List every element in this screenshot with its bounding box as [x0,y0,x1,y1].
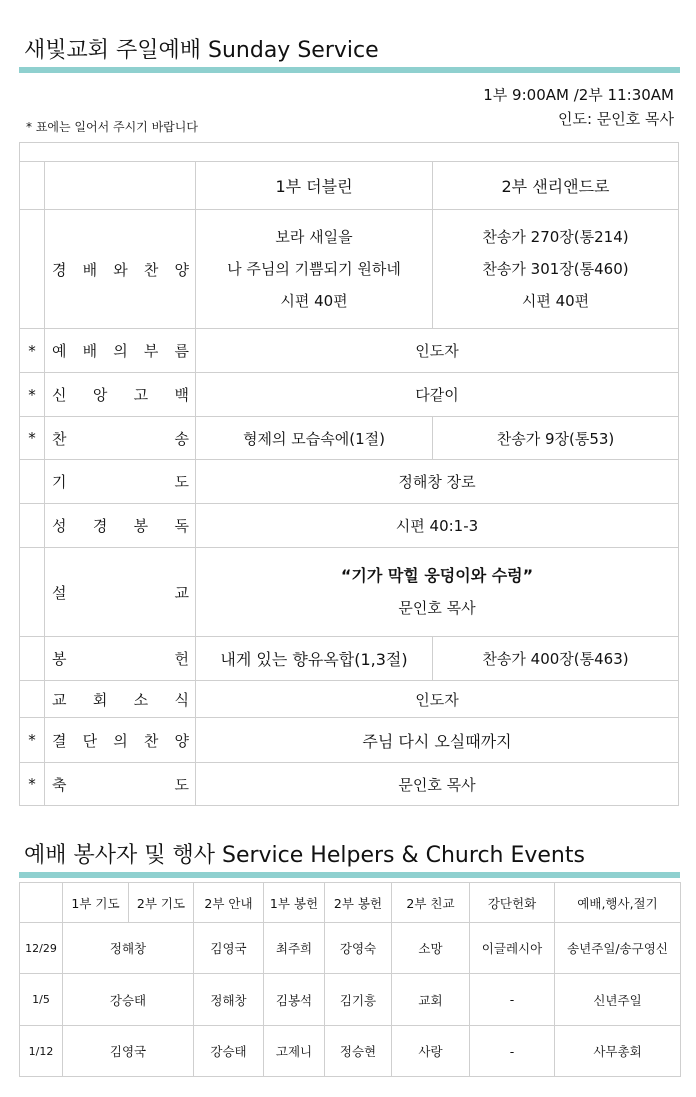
cell-event: 신년주일 [555,974,681,1026]
table-row [20,974,681,1026]
standing-mark: * [20,417,45,460]
row-label: 성 경 봉 독 [45,504,196,548]
worship-first-cell [196,210,433,329]
cell-prayer: 정해창 [63,923,194,974]
column-header: 강단헌화 [470,883,555,923]
worship-first-line: 보라 새일을 [275,228,353,246]
row-value-first: 내게 있는 향유옥합(1,3절) [196,637,433,681]
worship-second-line: 시편 40편 [521,292,590,310]
service-leader: 인도: 문인호 목사 [557,110,674,128]
cell-flowers: - [470,1026,555,1077]
worship-first-line: 시편 40편 [280,292,348,310]
row-value: 인도자 [196,681,679,718]
row-label: 설 교 [45,548,196,637]
column-header: 1부 기도 [63,883,129,923]
service-header-row [20,162,679,210]
cell-prayer: 강승태 [63,974,194,1026]
row-value-second: 찬송가 9장(통53) [433,417,679,460]
cell-offering-first: 고제니 [264,1026,325,1077]
creed-row [20,373,679,417]
row-label: 신 앙 고 백 [45,373,196,417]
helpers-divider [19,872,680,878]
row-label: 축 도 [45,763,196,806]
closing-hymn-row [20,718,679,763]
second-service-header: 2부 샌리앤드로 [433,162,679,210]
row-value-first: 형제의 모습속에(1절) [196,417,433,460]
offering-row [20,637,679,681]
standing-mark: * [20,373,45,417]
table-row [20,923,681,974]
cell-offering-second: 김기흥 [325,974,392,1026]
scripture-row [20,504,679,548]
prayer-row [20,460,679,504]
standing-mark: * [20,718,45,763]
row-date: 12/29 [20,923,63,974]
row-value: 다같이 [196,373,679,417]
row-label: 교 회 소 식 [45,681,196,718]
row-value: 주님 다시 오실때까지 [196,718,679,763]
row-date: 1/5 [20,974,63,1026]
cell-flowers: - [470,974,555,1026]
cell-usher: 정해창 [194,974,264,1026]
call-to-worship-row [20,329,679,373]
column-header: 2부 봉헌 [325,883,392,923]
worship-second-line: 찬송가 301장(통460) [482,260,629,278]
row-label: 결 단 의 찬 양 [45,718,196,763]
column-header: 2부 기도 [129,883,194,923]
row-value-second: 찬송가 400장(통463) [433,637,679,681]
service-times: 1부 9:00AM /2부 11:30AM [483,86,674,104]
cell-offering-first: 김봉석 [264,974,325,1026]
cell-offering-second: 강영숙 [325,923,392,974]
worship-second-cell [433,210,679,329]
cell-flowers: 이글레시아 [470,923,555,974]
cell-event: 송년주일/송구영신 [555,923,681,974]
worship-row [20,210,679,329]
cell-fellowship: 소망 [392,923,470,974]
cell-prayer: 김영국 [63,1026,194,1077]
table-row [20,1026,681,1077]
title-divider [19,67,680,73]
row-value: 시편 40:1-3 [196,504,679,548]
page-title: 새빛교회 주일예배 Sunday Service [24,38,379,63]
table-top-row [20,143,679,162]
row-label: 찬 송 [45,417,196,460]
row-label: 예 배 의 부 름 [45,329,196,373]
standing-note: * 표에는 일어서 주시기 바랍니다 [26,120,198,134]
helpers-table [19,882,681,1077]
column-header: 2부 친교 [392,883,470,923]
cell-offering-second: 정승현 [325,1026,392,1077]
row-label: 경 배 와 찬 양 [45,210,196,329]
column-header: 예배,행사,절기 [555,883,681,923]
row-value: 정해창 장로 [196,460,679,504]
sermon-row [20,548,679,637]
row-date: 1/12 [20,1026,63,1077]
row-value: 인도자 [196,329,679,373]
row-value: 문인호 목사 [196,763,679,806]
column-header: 2부 안내 [194,883,264,923]
helpers-header-row [20,883,681,923]
benediction-row [20,763,679,806]
standing-mark: * [20,763,45,806]
row-label: 기 도 [45,460,196,504]
sermon-title: “기가 막힐 웅덩이와 수렁” [340,566,534,585]
sermon-cell [196,548,679,637]
worship-first-line: 나 주님의 기쁨되기 원하네 [227,260,401,278]
church-news-row [20,681,679,718]
standing-mark: * [20,329,45,373]
cell-usher: 김영국 [194,923,264,974]
worship-second-line: 찬송가 270장(통214) [482,228,629,246]
sermon-preacher: 문인호 목사 [398,599,476,617]
cell-fellowship: 사랑 [392,1026,470,1077]
cell-usher: 강승태 [194,1026,264,1077]
helpers-title: 예배 봉사자 및 행사 Service Helpers & Church Events [24,843,585,868]
first-service-header: 1부 더블린 [196,162,433,210]
column-header: 1부 봉헌 [264,883,325,923]
row-label: 봉 헌 [45,637,196,681]
hymn-row [20,417,679,460]
cell-fellowship: 교회 [392,974,470,1026]
service-order-table [19,142,679,806]
cell-offering-first: 최주희 [264,923,325,974]
cell-event: 사무총회 [555,1026,681,1077]
